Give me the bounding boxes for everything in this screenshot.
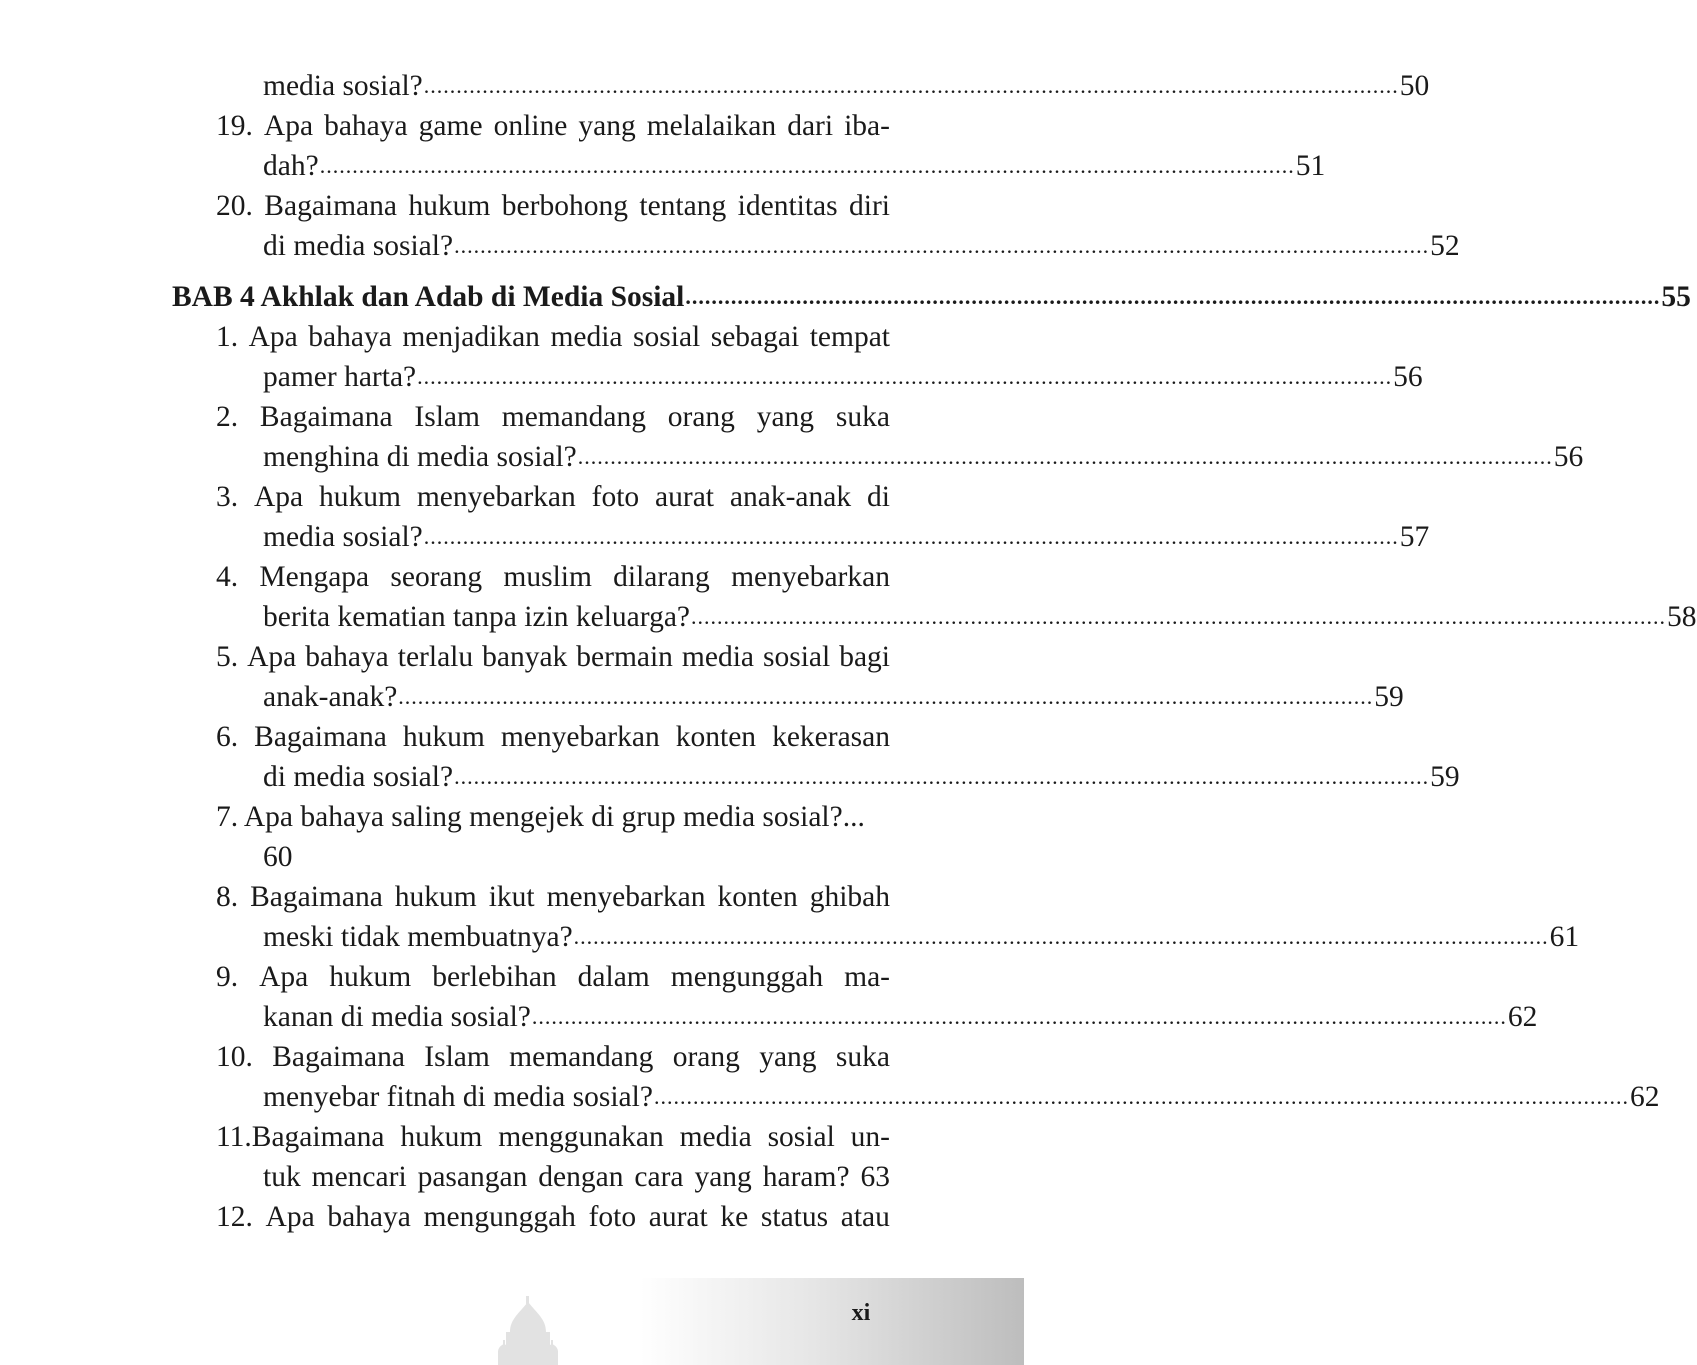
toc-text: menyebar fitnah di media sosial? <box>263 1081 653 1113</box>
toc-text: tuk <box>263 1161 301 1193</box>
toc-text: Bagaimana <box>272 1041 405 1073</box>
toc-text: konten <box>675 721 757 753</box>
toc-text: Apa <box>248 321 298 353</box>
toc-text: iba- <box>844 110 890 142</box>
toc-text: di media sosial? <box>263 761 454 793</box>
toc-text: Apa <box>263 110 314 142</box>
toc-page-number: 50 <box>1399 70 1430 102</box>
toc-text: Bagaimana <box>254 721 387 753</box>
dot-leader: ...................................................................................................................................................... <box>685 284 1661 309</box>
toc-text: 12. <box>216 1201 253 1233</box>
toc-text: tempat <box>809 321 890 353</box>
toc-text: Mengapa <box>259 561 370 593</box>
toc-text: atau <box>840 1201 890 1233</box>
toc-text: Apa <box>247 641 297 673</box>
toc-text: ghibah <box>809 881 890 913</box>
toc-text: media sosial? <box>263 70 423 102</box>
toc-text: berita kematian tanpa izin keluarga? <box>263 601 691 633</box>
toc-text: memandang <box>509 1041 654 1073</box>
toc-text: haram? <box>762 1161 850 1193</box>
page-number: xi <box>851 1300 871 1326</box>
toc-text: hukum <box>319 481 401 513</box>
toc-text: menyebarkan <box>500 721 660 753</box>
toc-text: Apa <box>265 1201 315 1233</box>
toc-entry <box>216 637 890 677</box>
toc-text: 2. <box>216 401 239 433</box>
toc-text: kanan di media sosial? <box>263 1001 531 1033</box>
toc-text: sosial <box>633 321 701 353</box>
toc-entry <box>216 397 890 437</box>
toc-entry <box>216 717 890 757</box>
toc-text: cara <box>634 1161 684 1193</box>
toc-text: dari <box>787 110 834 142</box>
toc-entry <box>216 477 890 517</box>
toc-page-number: 58 <box>1667 601 1697 633</box>
toc-text: suka <box>835 1041 890 1073</box>
footer-gradient-band <box>640 1278 1024 1365</box>
toc-entry <box>216 317 890 357</box>
toc-text: foto <box>588 1201 637 1233</box>
dot-leader: ...................................................................................................................................................... <box>577 444 1553 469</box>
toc-page-number: 59 <box>1374 681 1404 713</box>
toc-text: mengunggah <box>670 961 824 993</box>
toc-entry <box>216 877 890 917</box>
toc-text: hukum <box>394 881 477 913</box>
dot-leader: ...................................................................................................................................................... <box>319 153 1295 178</box>
toc-page-number: 56 <box>1393 361 1423 393</box>
chapter-heading <box>172 277 1691 317</box>
toc-text: online <box>493 110 568 142</box>
toc-text: sebagai <box>710 321 800 353</box>
toc-entry <box>216 1117 890 1157</box>
toc-text: bermain <box>576 641 673 673</box>
toc-text: menyebarkan <box>416 481 576 513</box>
toc-text: dah? <box>263 150 319 182</box>
toc-text: menyebarkan <box>546 881 706 913</box>
toc-text: yang <box>694 1161 752 1193</box>
toc-text: ke <box>720 1201 749 1233</box>
toc-text: Islam <box>424 1041 490 1073</box>
toc-text: suka <box>835 401 890 433</box>
mosque-dome-icon <box>488 1296 568 1365</box>
toc-text: Apa <box>259 961 309 993</box>
toc-text: pasangan <box>417 1161 528 1193</box>
toc-text: status <box>760 1201 829 1233</box>
toc-text: meski tidak membuatnya? <box>263 921 573 953</box>
toc-text: melalaikan <box>646 110 777 142</box>
toc-text: bagi <box>839 641 890 673</box>
toc-text: bahaya <box>308 321 392 353</box>
toc-text: sosial <box>767 1121 835 1153</box>
toc-text: anak-anak <box>729 481 852 513</box>
toc-text: Bagaimana <box>250 881 383 913</box>
toc-entry <box>263 146 1326 186</box>
toc-text: 11.Bagaimana <box>216 1121 385 1153</box>
toc-text: hukum <box>408 190 491 222</box>
toc-text: 4. <box>216 561 239 593</box>
toc-text: bahaya <box>327 1201 411 1233</box>
toc-text: Apa <box>254 481 304 513</box>
toc-text: Islam <box>414 401 480 433</box>
dot-leader: ...................................................................................................................................................... <box>417 364 1393 389</box>
toc-page-number: 52 <box>1430 230 1460 262</box>
toc-text: Bagaimana <box>259 401 393 433</box>
toc-text: 9. <box>216 961 239 993</box>
toc-text: bahaya <box>305 641 389 673</box>
dot-leader: ...................................................................................................................................................... <box>423 524 1399 549</box>
toc-text: ma- <box>844 961 890 993</box>
toc-text: memandang <box>501 401 646 433</box>
toc-entry <box>263 357 1423 397</box>
toc-text: dilarang <box>613 561 710 593</box>
toc-text: menyebarkan <box>731 561 890 593</box>
toc-text: 60 <box>263 841 293 873</box>
toc-text: 20. <box>216 190 253 222</box>
toc-text: orang <box>672 1041 740 1073</box>
toc-text: muslim <box>503 561 592 593</box>
toc-page-number: 51 <box>1295 150 1326 182</box>
toc-entry <box>216 106 890 146</box>
toc-text: aurat <box>655 481 715 513</box>
dot-leader: ...................................................................................................................................................... <box>423 73 1399 98</box>
toc-text: terlalu <box>397 641 474 673</box>
toc-text: hukum <box>400 1121 483 1153</box>
toc-text: 1. <box>216 321 239 353</box>
toc-text: yang <box>578 110 636 142</box>
toc-text: Bagaimana <box>264 190 397 222</box>
toc-text: seorang <box>390 561 483 593</box>
dot-leader: ...................................................................................................................................................... <box>691 604 1667 629</box>
toc-text: dengan <box>538 1161 624 1193</box>
toc-page-number: 62 <box>1507 1001 1538 1033</box>
toc-page-number: 61 <box>1549 921 1580 953</box>
toc-text: identitas <box>737 190 838 222</box>
toc-text: 7. Apa bahaya saling mengejek di grup media sosial?... <box>216 801 865 833</box>
toc-text: bahaya <box>324 110 408 142</box>
toc-entry <box>216 186 890 226</box>
toc-entry <box>263 226 1460 266</box>
toc-text: 6. <box>216 721 239 753</box>
toc-page-number <box>263 837 363 877</box>
toc-text: diri <box>849 190 890 222</box>
dot-leader: ...................................................................................................................................................... <box>531 1004 1507 1029</box>
toc-entry <box>263 677 1404 717</box>
toc-page-number: 62 <box>1629 1081 1660 1113</box>
toc-text: un- <box>850 1121 890 1153</box>
toc-text: yang <box>756 401 815 433</box>
toc-text: orang <box>667 401 735 433</box>
toc-text: yang <box>759 1041 817 1073</box>
toc-page-number: 55 <box>1661 281 1691 313</box>
toc-page-number: 59 <box>1430 761 1460 793</box>
toc-text: menggunakan <box>498 1121 664 1153</box>
toc-text: dalam <box>577 961 650 993</box>
toc-text: media <box>550 321 623 353</box>
toc-entry <box>263 1077 1660 1117</box>
toc-text: tentang <box>639 190 727 222</box>
toc-entry <box>263 517 1430 557</box>
toc-page-number: 56 <box>1553 441 1584 473</box>
toc-text: sosial <box>763 641 831 673</box>
dot-leader: ...................................................................................................................................................... <box>398 684 1374 709</box>
toc-text: 10. <box>216 1041 253 1073</box>
toc-text: pamer harta? <box>263 361 417 393</box>
toc-text: menghina di media sosial? <box>263 441 577 473</box>
toc-text: foto <box>591 481 640 513</box>
toc-text: berbohong <box>501 190 628 222</box>
toc-text: anak-anak? <box>263 681 398 713</box>
toc-text: BAB 4 Akhlak dan Adab di Media Sosial <box>172 281 685 313</box>
toc-entry <box>263 437 1584 477</box>
toc-text: konten <box>717 881 798 913</box>
toc-entry <box>263 757 1460 797</box>
toc-text: media sosial? <box>263 521 423 553</box>
toc-text: hukum <box>402 721 485 753</box>
toc-text: aurat <box>648 1201 708 1233</box>
toc-text: di media sosial? <box>263 230 454 262</box>
dot-leader: ...................................................................................................................................................... <box>454 233 1430 258</box>
dot-leader: ...................................................................................................................................................... <box>454 764 1430 789</box>
toc-text: 8. <box>216 881 239 913</box>
toc-text: 5. <box>216 641 239 673</box>
toc-text: menjadikan <box>402 321 540 353</box>
toc-entry <box>216 957 890 997</box>
toc-text: di <box>866 481 890 513</box>
toc-page-number: 57 <box>1399 521 1430 553</box>
toc-entry <box>263 997 1538 1037</box>
toc-entry <box>263 917 1580 957</box>
toc-entry <box>263 597 1697 637</box>
toc-text: kekerasan <box>772 721 890 753</box>
toc-text: 19. <box>216 110 253 142</box>
toc-entry <box>216 1037 890 1077</box>
toc-entry <box>263 1157 890 1197</box>
toc-text: media <box>681 641 755 673</box>
toc-text: mengunggah <box>423 1201 576 1233</box>
toc-entry <box>216 797 890 837</box>
toc-text: hukum <box>329 961 412 993</box>
toc-entry <box>216 557 890 597</box>
toc-text: 63 <box>860 1161 890 1193</box>
toc-entry <box>263 66 1430 106</box>
toc-entry <box>216 1197 890 1237</box>
dot-leader: ...................................................................................................................................................... <box>573 924 1549 949</box>
toc-text: 3. <box>216 481 239 513</box>
toc-text: ikut <box>488 881 535 913</box>
dot-leader: ...................................................................................................................................................... <box>653 1084 1629 1109</box>
toc-text: mencari <box>311 1161 407 1193</box>
toc-text: game <box>418 110 483 142</box>
toc-text: banyak <box>482 641 568 673</box>
toc-text: media <box>679 1121 752 1153</box>
toc-text: berlebihan <box>432 961 557 993</box>
